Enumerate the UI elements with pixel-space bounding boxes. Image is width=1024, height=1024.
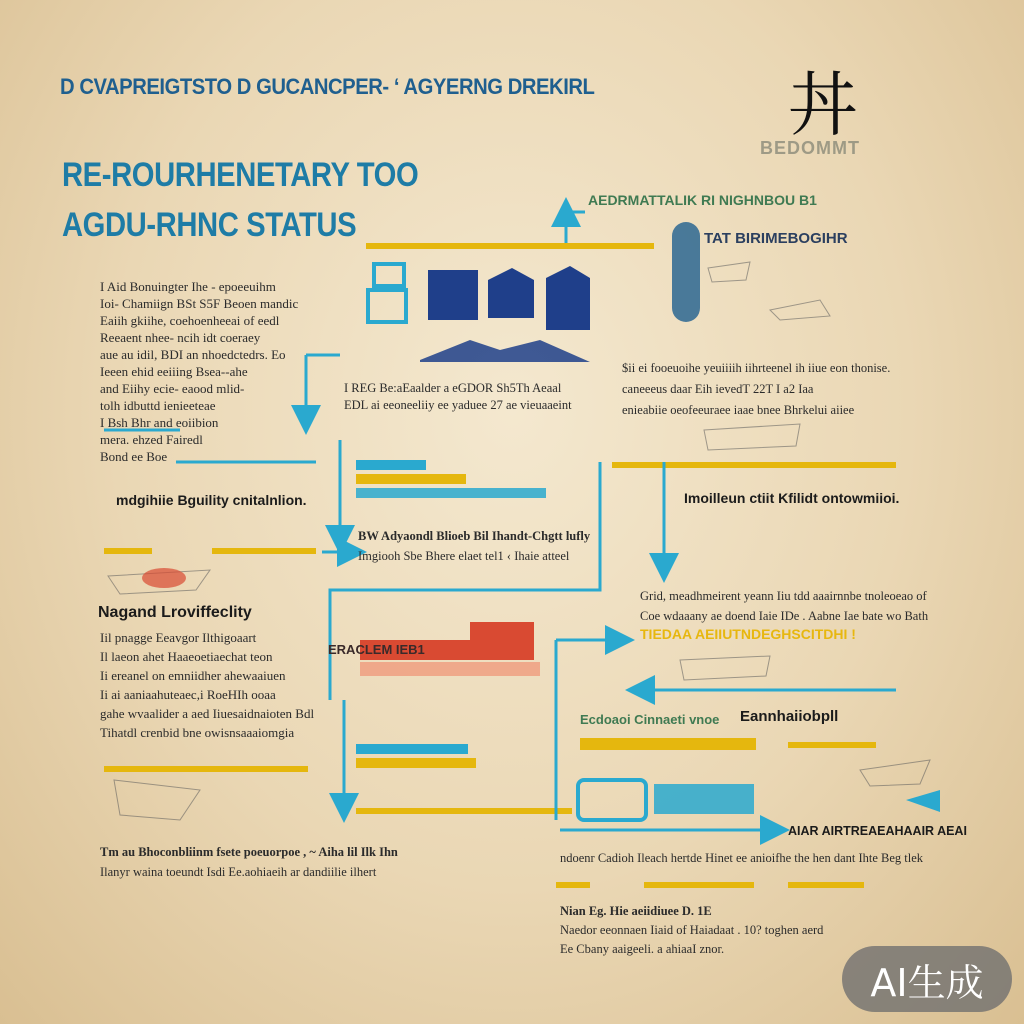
left-section-heading: Nagand Lroviffeclity [98,604,252,621]
left-section-body [100,628,314,742]
text-line: Coe wdaaany ae doend Iaie IDe . Aabne Iae bate wo Bath [640,609,929,623]
red-block-label: ERACLEM IEB1 [328,642,425,657]
text-line: I REG Be:aEaalder a eGDOR Sh5Th Aeaal [344,381,562,395]
yellow-bar-bottom-c [788,882,864,888]
text-line: gahe wvaalider a aed Iiuesaidnaioten Bdl [100,706,315,721]
mid-left-bold: mdgihiie Bguility cnitalnlion. [116,492,307,508]
bottom-right-green: Ecdoaoi Cinnaeti vnoe [580,712,720,727]
center-caption [344,380,572,414]
mid-center-2: Imgiooh Sbe Bhere elaet tel1 ‹ Ihaie atteel [358,549,570,563]
text-line: Eaiih gkiihe, coehoenheeai of eedl [100,313,280,328]
bottom-right-label: Eannhaiiobpll [740,708,839,725]
right-header: TAT BIRIMEBOGIHR [704,230,848,247]
bottom-left-text [100,842,398,882]
text-line: Ee Cbany aaigeeli. a ahiaaI znor. [560,942,725,956]
text-line: Tihatdl crenbid bne owisnsaaaiomgia [100,725,295,740]
capsule-outline [578,780,646,820]
teal-capsule-icon [672,222,700,322]
title-line-1: RE-ROURHENETARY TOO [62,156,419,194]
yellow-bar-top [366,243,654,249]
text-line: Ieeen ehid eeiiing Bsea--ahe [100,364,248,379]
left-paragraph [100,278,298,465]
green-header: AEDRMATTALIK RI NIGHNBOU B1 [588,192,817,208]
text-line: Nian Eg. Hie aeiidiuee D. 1E [560,904,712,918]
yellow-bar-bottom-b [644,882,754,888]
yellow-bar-center [356,808,572,814]
shield-icon-2 [546,266,590,330]
text-line: I Aid Bonuingter Ihe - epoeeuihm [100,279,276,294]
text-line: caneeeus daar Eih ievedT 22T I a2 Iaa [622,382,814,396]
text-line: I Bsh Bhr and eoiibion [100,415,219,430]
text-line: $ii ei fooeuoihe yeuiiiih iihrteenel ih iiue eon thonise. [622,361,891,375]
right-section-yellow: TIEDAA AEIIUTNDEGHSCITDHI ! [640,626,856,642]
bottom-right-line: ndoenr Cadioh Ileach hertde Hinet ee anioifhe the hen dant Ihte Beg tlek [560,851,924,865]
footer-block [560,902,823,959]
mid-center-1: BW Adyaondl Blioeb Bil Ihandt-Chgtt lufly [358,529,591,543]
text-line: Grid, meadhmeirent yeann Iiu tdd aaairnnbe tnoleoeao of [640,589,927,603]
arrowhead-icon [906,790,940,812]
red-blob-icon [142,568,186,588]
calligraphy-glyph-icon: 丼 [788,64,858,146]
yellow-bar-left-b [212,548,316,554]
text-line: Iil pnagge Eeavgor Ilthigoaart [100,630,257,645]
text-line: mera. ehzed Fairedl [100,432,203,447]
bottom-right-arrow-label: AIAR AIRTREAEAHAAIR AEAI [788,824,967,838]
right-section-body [640,586,928,626]
text-line: enieabiie oeofeeuraee iaae bnee Bhrkelui aiiee [622,403,855,417]
text-line: Ii ereanel on emniidher ahewaaiuen [100,668,286,683]
yellow-bar-bottom-d [788,742,876,748]
header-line: D CVAPREIGTSTO D GUCANCPER- ‘ AGYERNG DREKIRL [60,74,595,99]
monitor-icon [374,264,404,286]
text-line: Naedor eeonnaen Iiaid of Haiadaat . 10? toghen aerd [560,923,824,937]
title-line-2: AGDU-RHNC STATUS [62,206,357,244]
text-line: Reeaent nhee- ncih idt coeraey [100,330,261,345]
shield-icon [488,268,534,318]
right-paragraph [622,358,890,421]
yellow-bar-right [612,462,896,468]
text-line: and Eiihy ecie- eaood mlid- [100,381,245,396]
skyline-icon [420,340,590,362]
text-line: Tm au Bhoconbliinm fsete poeuorpoe , ~ Aiha lil Ilk Ihn [100,845,398,859]
text-line: EDL ai eeoneeliiy ee yaduee 27 ae vieuaaeint [344,398,572,412]
ai-generated-badge: AI生成 [842,946,1012,1012]
text-line: Bond ee Boe [100,449,168,464]
text-line: Ii ai aaniaahuteaec,i RoeHIh ooaa [100,687,276,702]
building-icon [428,270,478,320]
text-line: tolh idbuttd ienieeteae [100,398,216,413]
yellow-bar-left-c [104,766,308,772]
mid-right-bold: Imoilleun ctiit Kfilidt ontowmiioi. [684,490,900,506]
stamp-text: BEDOMMT [760,138,860,158]
navy-icon-row [368,264,590,362]
yellow-bar-bottom-a [556,882,590,888]
yellow-bar-left-a [104,548,152,554]
text-line: aue au idil, BDI an nhoedctedrs. Eo [100,347,286,362]
text-line: Ilanyr waina toeundt Isdi Ee.aohiaeih ar dandiilie ilhert [100,865,377,879]
text-line: Ioi- Chamiign BSt S5F Beoen mandic [100,296,299,311]
text-line: Il laeon ahet Haaeoetiaechat teon [100,649,273,664]
